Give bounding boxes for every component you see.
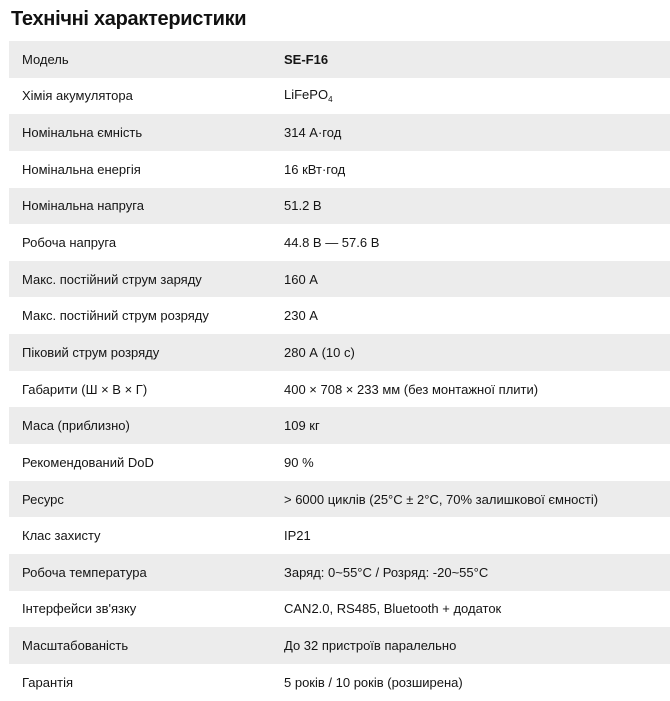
row-label: Макс. постійний струм розряду: [22, 308, 209, 324]
row-label: Номінальна енергія: [22, 161, 141, 177]
table-row-charge-current: [9, 261, 670, 298]
chemistry-formula: LiFePO: [284, 87, 329, 103]
table-row-scalability: [9, 627, 670, 664]
table-row-nominal-voltage: [9, 188, 670, 225]
table-row-dimensions: [9, 371, 670, 408]
row-value: CAN2.0, RS485, Bluetooth + додаток: [284, 601, 502, 617]
table-row-energy: [9, 151, 670, 188]
chemistry-subscript: 4: [328, 95, 333, 105]
row-value: 160 А: [284, 271, 318, 287]
table-row-discharge-current: [9, 297, 670, 334]
row-value: Заряд: 0~55°C / Розряд: -20~55°C: [284, 564, 489, 580]
table-row-weight: [9, 407, 670, 444]
row-label: Гарантія: [22, 674, 74, 690]
row-value: 314 А·год: [284, 125, 342, 141]
row-label: Маса (приблизно): [22, 418, 130, 434]
row-label: Модель: [22, 51, 69, 67]
table-row-protection-class: [9, 517, 670, 554]
row-label: Номінальна ємність: [22, 125, 143, 141]
row-value: 90 %: [284, 454, 314, 470]
row-value: > 6000 циклів (25°C ± 2°C, 70% залишкової ємності): [284, 491, 599, 507]
row-value: SE-F16: [284, 51, 329, 67]
row-label: Габарити (Ш × В × Г): [22, 381, 148, 397]
page-title: Технічні характеристики: [11, 8, 247, 30]
table-row-capacity: [9, 114, 670, 151]
table-row-peak-current: [9, 334, 670, 371]
row-label: Рекомендований DoD: [22, 454, 154, 470]
row-label: Клас захисту: [22, 528, 101, 544]
table-row-cycle-life: [9, 481, 670, 518]
row-label: Масштабованість: [22, 638, 129, 654]
table-row-operating-voltage: [9, 224, 670, 261]
row-value: 51.2 В: [284, 198, 322, 214]
row-value: [271, 87, 670, 104]
table-row-interfaces: [9, 591, 670, 628]
table-row-chemistry: [9, 78, 670, 115]
row-value: 5 років / 10 років (розширена): [284, 674, 463, 690]
row-value: До 32 пристроїв паралельно: [284, 638, 457, 654]
row-value: 280 А (10 с): [284, 344, 355, 360]
row-value: IP21: [284, 528, 311, 544]
row-label: Інтерфейси зв'язку: [22, 601, 137, 617]
table-row-operating-temperature: [9, 554, 670, 591]
row-value: 400 × 708 × 233 мм (без монтажної плити): [284, 381, 539, 397]
row-value: 230 А: [284, 308, 318, 324]
specifications-table: [9, 41, 670, 701]
table-row-dod: [9, 444, 670, 481]
row-label: Робоча температура: [22, 564, 147, 580]
row-label: Номінальна напруга: [22, 198, 144, 214]
row-label: Піковий струм розряду: [22, 344, 160, 360]
row-label: Хімія акумулятора: [22, 88, 133, 104]
row-value: 16 кВт·год: [284, 161, 346, 177]
table-row-model: [9, 41, 670, 78]
table-row-warranty: [9, 664, 670, 701]
row-value: 109 кг: [284, 418, 320, 434]
row-label: Ресурс: [22, 491, 64, 507]
row-label: Макс. постійний струм заряду: [22, 271, 202, 287]
row-value: 44.8 В — 57.6 В: [284, 235, 380, 251]
row-label: Робоча напруга: [22, 235, 117, 251]
